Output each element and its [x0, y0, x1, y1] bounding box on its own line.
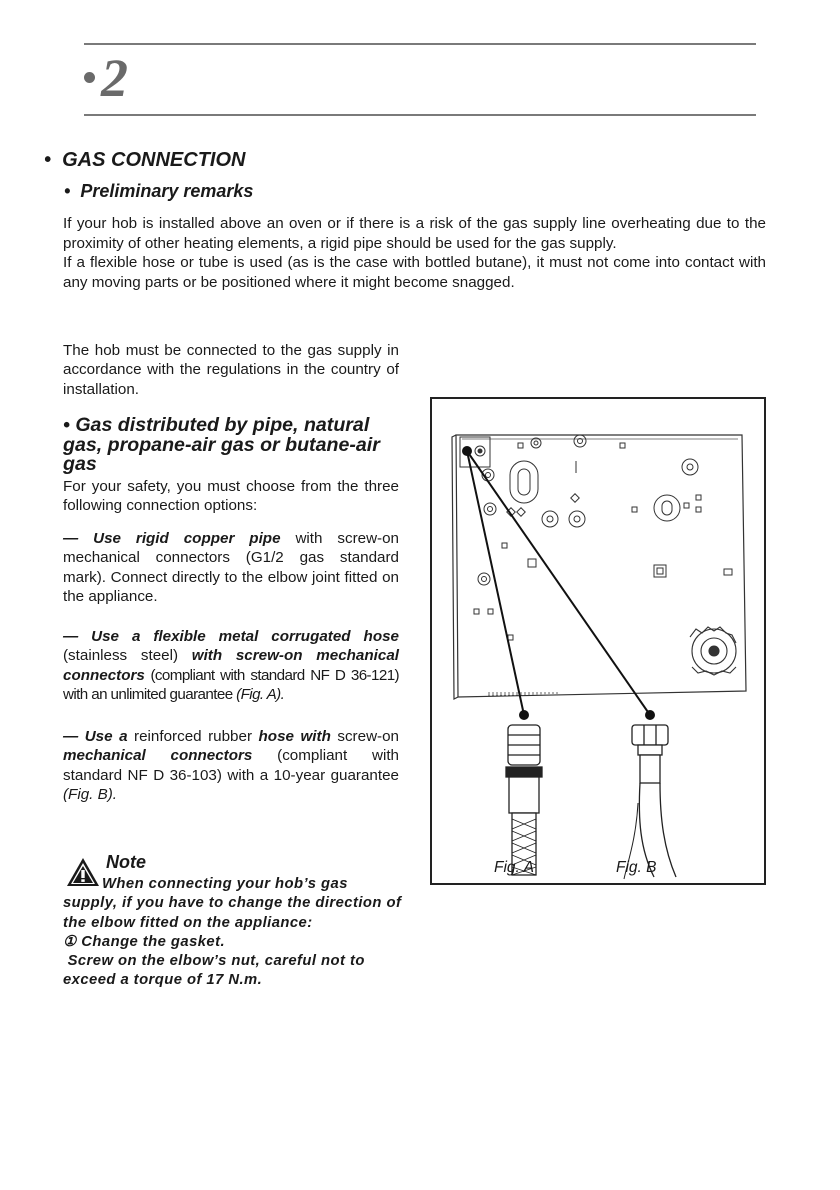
bottom-right-burner	[690, 627, 736, 675]
note-step-2: Screw on the elbow’s nut, careful not to exceed a torque of 17 N.m.	[63, 953, 370, 989]
fig-b-label: Fig. B	[616, 859, 657, 876]
option-1-bold: — Use rigid copper pipe	[63, 530, 281, 547]
note-line-1: When connecting your hob’s gas supply, if you have to change the direction of the elbow fitted on the appliance:	[63, 876, 402, 931]
header-bottom-rule	[84, 114, 756, 116]
bullet-icon	[84, 72, 95, 83]
section-title: • GAS CONNECTION	[44, 149, 246, 171]
option-3-bold-1: — Use a	[63, 728, 128, 745]
header-top-rule	[84, 43, 756, 45]
option-3-bold-3: mechanical connectors	[63, 747, 253, 765]
hob-underside-diagram	[432, 399, 764, 883]
hob-panel	[452, 435, 746, 699]
option-1-text: with screw-on mechanical connectors (G1/2 gas standard mark). Connect directly to the elbow joint fitted on the appliance.	[63, 530, 400, 606]
note-body	[63, 875, 403, 991]
option-2-bold-2: with screw-on mechanical connectors	[63, 647, 399, 684]
option-1	[63, 529, 399, 607]
gas-pipe-heading: • Gas distributed by pipe, natural gas, propane-air gas or butane-air gas	[63, 414, 380, 475]
option-3-bold-2: hose with	[258, 728, 331, 745]
intro-paragraph-1: If your hob is installed above an oven or if there is a risk of the gas supply line overheating due to the proximity of other heating elements, a rigid pipe should be used for the gas supply.	[63, 215, 766, 252]
chapter-number: 2	[84, 50, 128, 106]
gas-pipe-lead: For your safety, you must choose from the three following connection options:	[63, 478, 399, 515]
option-2-text-1: (stainless steel)	[63, 647, 192, 665]
fig-a-label: Fig. A	[494, 859, 534, 876]
intro-paragraph-2: If a flexible hose or tube is used (as is the case with bottled butane), it must not come into contact with any moving parts or be positioned where it might become snagged.	[63, 254, 766, 291]
pointer-origin-dot	[462, 446, 472, 456]
option-3-text-1: reinforced rubber	[127, 728, 259, 745]
bullet-icon: •	[44, 149, 63, 171]
corrugated-hose-fig-a	[506, 725, 542, 875]
connection-text: The hob must be connected to the gas supply in accordance with the regulations in the country of installation.	[63, 342, 399, 398]
option-2-text-2: (compliant with standard NF D 36-121) with an unlimited guarantee	[63, 666, 399, 704]
option-3-text-2: screw-on	[330, 728, 399, 745]
option-3	[63, 727, 399, 805]
note-step-1: ① Change the gasket.	[63, 933, 226, 950]
rubber-hose-fig-b	[624, 725, 676, 879]
option-2-bold-1: — Use a flexible metal corrugated hose	[63, 628, 399, 645]
section-subtitle: • Preliminary remarks	[64, 181, 254, 201]
bullet-icon: •	[64, 181, 81, 201]
option-2	[63, 627, 399, 705]
option-2-ref: (Fig. A).	[236, 686, 285, 704]
figure-box	[430, 397, 766, 885]
option-3-ref: (Fig. B).	[63, 786, 118, 804]
option-3-text-3: (compliant with standard NF D 36-103) with a 10-year guarantee	[63, 747, 399, 784]
pointer-lines	[467, 451, 650, 715]
pointer-dot-b	[645, 710, 655, 720]
bullet-icon: •	[63, 414, 76, 436]
pointer-dot-a	[519, 710, 529, 720]
note-title: Note	[106, 852, 146, 872]
hob-components	[474, 435, 732, 640]
